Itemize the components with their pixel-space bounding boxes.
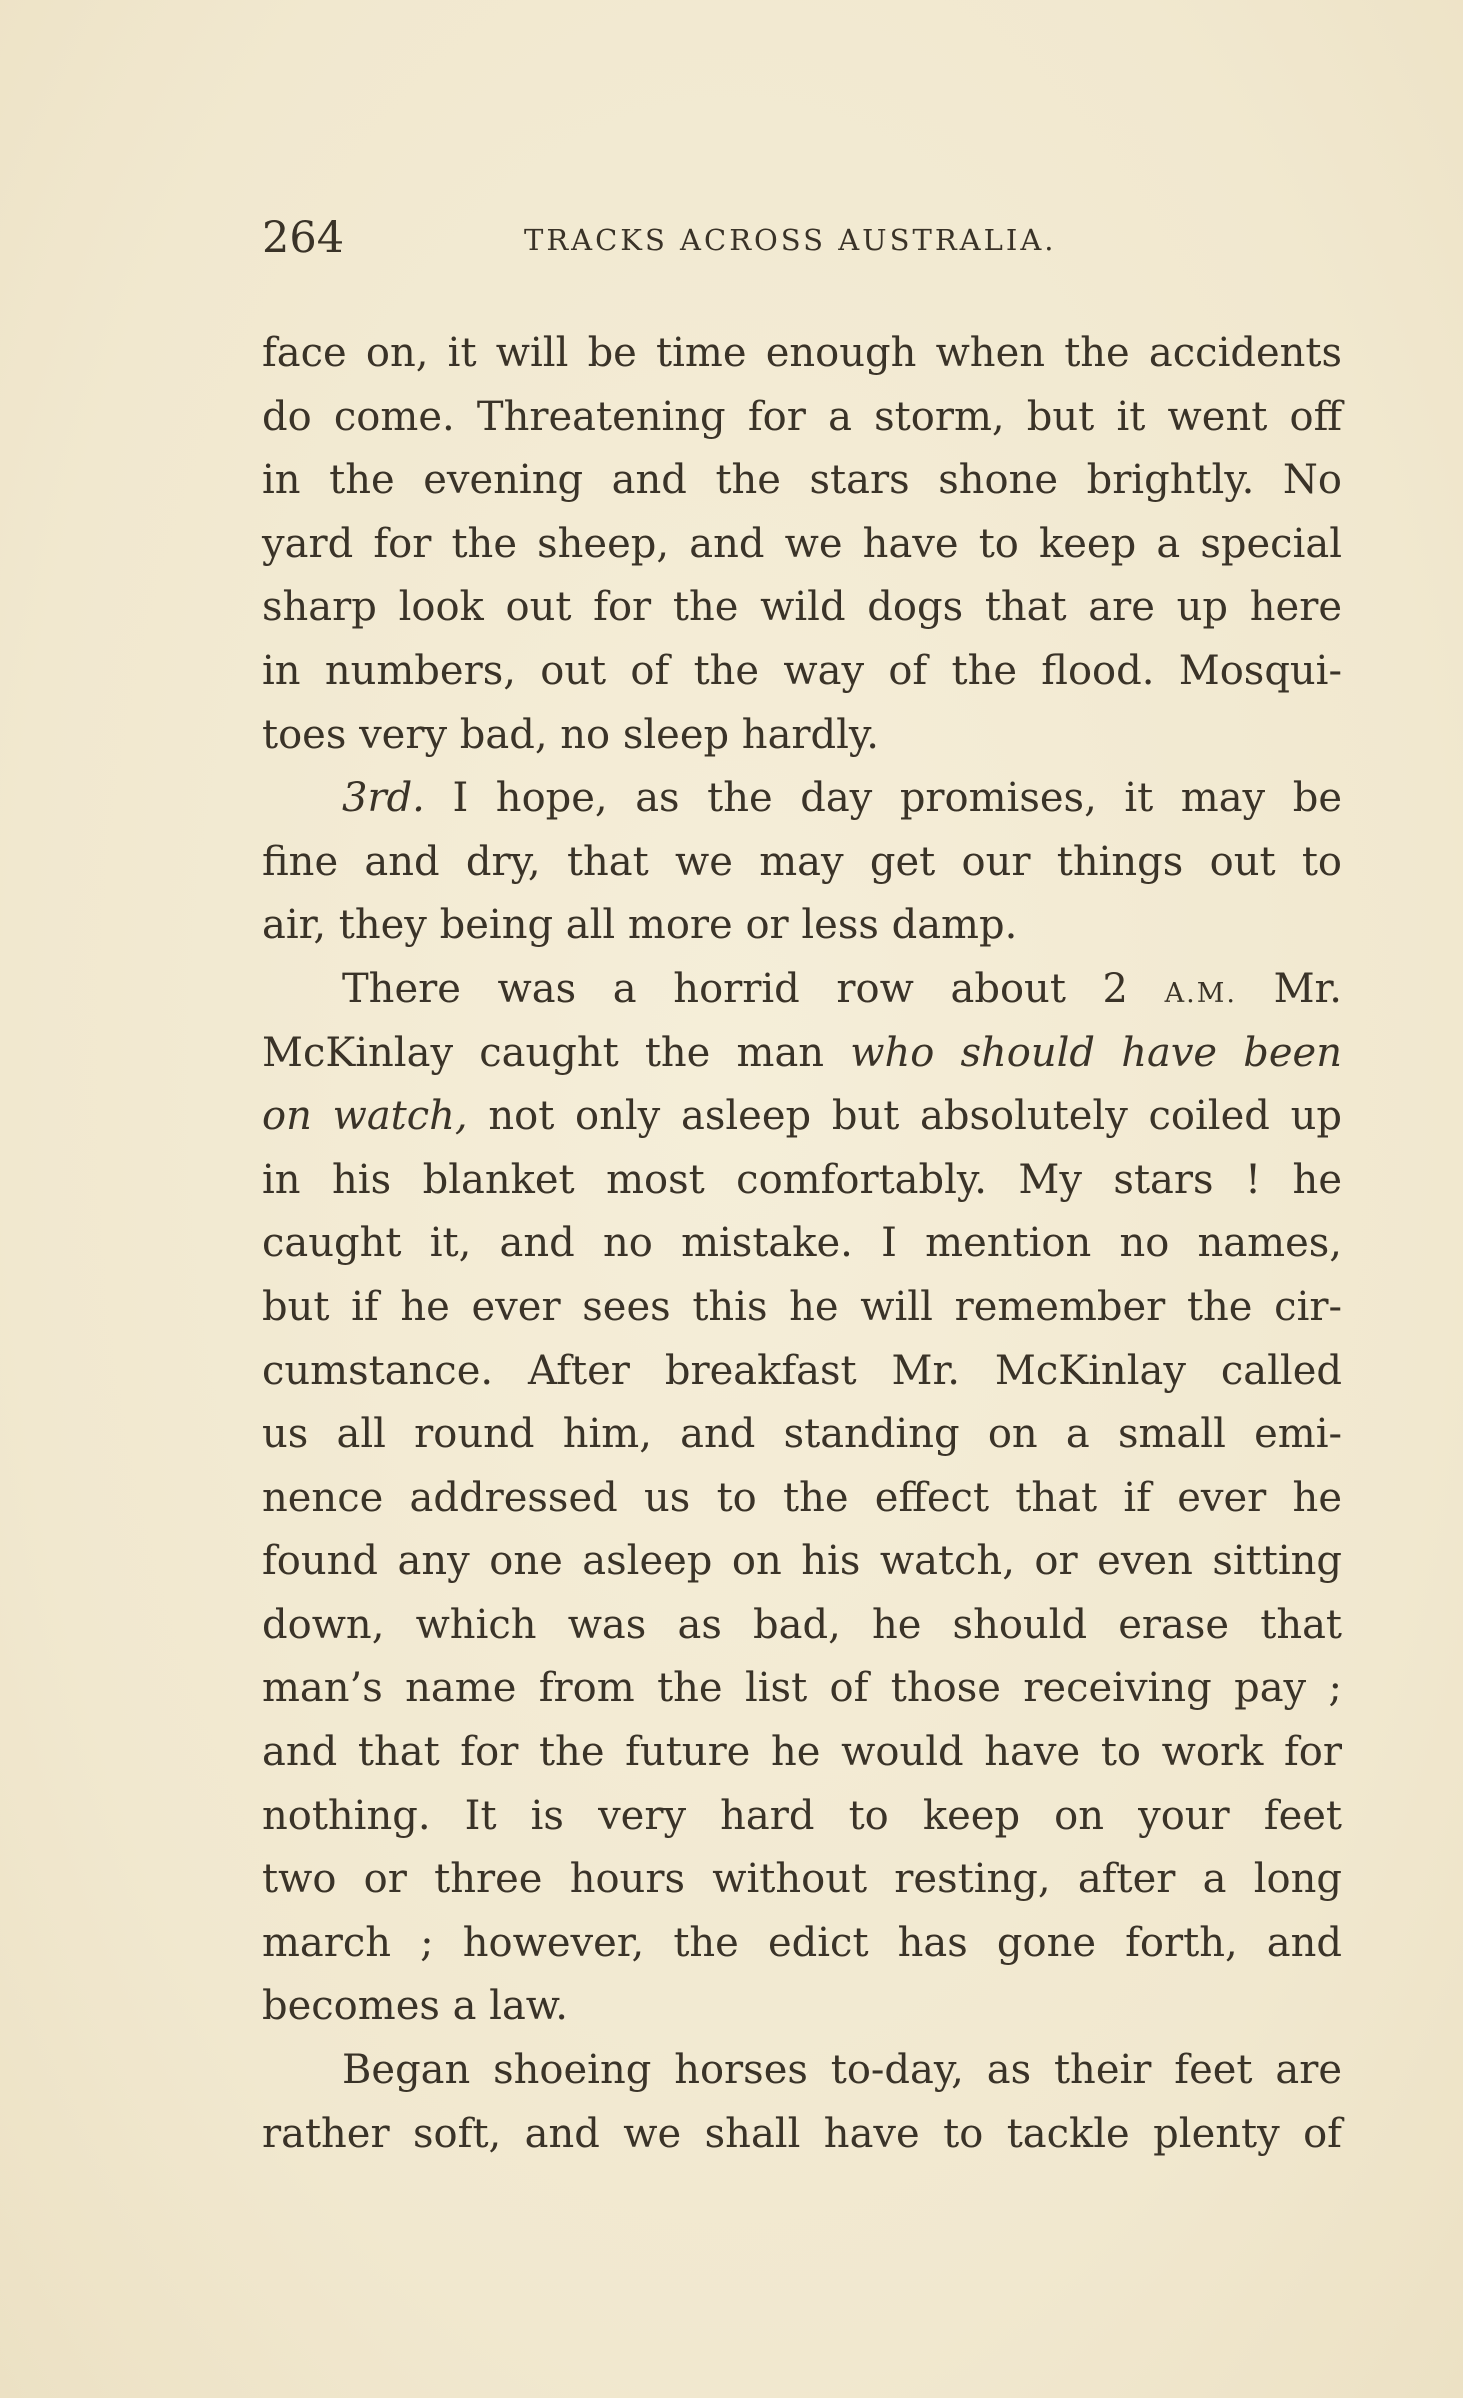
italic-span: on watch,	[262, 1093, 468, 1140]
text-span: There was a horrid row about 2	[342, 965, 1165, 1012]
text-line	[262, 767, 1342, 831]
text-line: man’s name from the list of those receiving pay ;	[262, 1665, 1342, 1712]
text-line: rather soft, and we shall have to tackle plenty of	[262, 2110, 1342, 2157]
text-line: cumstance. After breakfast Mr. McKinlay called	[262, 1347, 1342, 1394]
text-line: in his blanket most comfortably. My stars ! he	[262, 1156, 1342, 1203]
text-span: Mr.	[1236, 965, 1342, 1012]
text-span: not only asleep but absolutely coiled up	[467, 1093, 1342, 1140]
text-line: but if he ever sees this he will remember the cir-	[262, 1283, 1342, 1330]
running-title: TRACKS ACROSS AUSTRALIA.	[524, 223, 1057, 257]
text-line	[262, 1085, 1342, 1149]
text-line: fine and dry, that we may get our things out to	[262, 838, 1342, 885]
italic-span: who should have been	[850, 1029, 1342, 1076]
text-line: becomes a law.	[262, 1983, 569, 2030]
text-line: nence addressed us to the effect that if ever he	[262, 1474, 1342, 1521]
text-line: nothing. It is very hard to keep on your feet	[262, 1792, 1342, 1839]
text-line: do come. Threatening for a storm, but it went off	[262, 393, 1342, 440]
text-line: face on, it will be time enough when the accidents	[262, 330, 1342, 376]
date-label: 3rd.	[342, 775, 425, 822]
text-line: air, they being all more or less damp.	[262, 902, 1018, 949]
body-text	[262, 322, 1342, 2166]
text-line	[262, 958, 1342, 1022]
text-line: Began shoeing horses to-day, as their feet are	[342, 2047, 1342, 2094]
text-line: march ; however, the edict has gone forth, and	[262, 1919, 1342, 1966]
text-line: in the evening and the stars shone brightly. No	[262, 457, 1342, 504]
text-line: sharp look out for the wild dogs that are up here	[262, 584, 1342, 631]
text-line: found any one asleep on his watch, or even sitting	[262, 1538, 1342, 1585]
page-number: 264	[262, 213, 345, 263]
text-line: and that for the future he would have to work for	[262, 1729, 1342, 1776]
text-line: yard for the sheep, and we have to keep a special	[262, 520, 1342, 567]
smallcaps-span: A.M.	[1164, 977, 1237, 1009]
running-head	[262, 213, 1334, 273]
text-line	[262, 1022, 1342, 1086]
text-span: McKinlay caught the man	[262, 1029, 851, 1076]
text-line: two or three hours without resting, after a long	[262, 1856, 1342, 1903]
text-line: toes very bad, no sleep hardly.	[262, 711, 879, 758]
text-line: in numbers, out of the way of the flood. Mosqui-	[262, 647, 1342, 694]
text-line: down, which was as bad, he should erase that	[262, 1601, 1342, 1648]
text-line: caught it, and no mistake. I mention no names,	[262, 1220, 1342, 1267]
text-span: I hope, as the day promises, it may be	[424, 775, 1342, 822]
text-line: us all round him, and standing on a small emi-	[262, 1411, 1342, 1458]
